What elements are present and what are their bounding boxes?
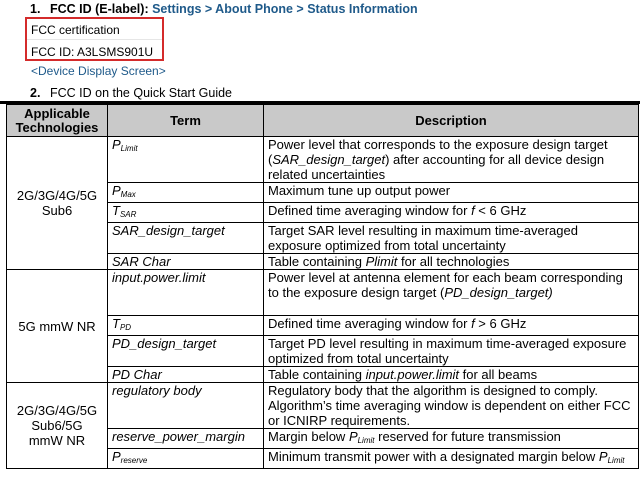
fcc-id-guide-line bbox=[30, 86, 232, 100]
term-cell: PD_design_target bbox=[108, 336, 264, 367]
tech-cell: 5G mmW NR bbox=[7, 270, 108, 383]
table-row bbox=[7, 137, 639, 183]
term-cell: reserve_power_margin bbox=[108, 429, 264, 449]
tech-cell: 2G/3G/4G/5G Sub6 bbox=[7, 137, 108, 270]
term-cell: regulatory body bbox=[108, 383, 264, 429]
term-cell: SAR_design_target bbox=[108, 223, 264, 254]
tech-cell: 2G/3G/4G/5G Sub6/5G mmW NR bbox=[7, 383, 108, 469]
description-cell: Margin below $P_{Limit}$ reserved for future transmission bbox=[264, 429, 639, 449]
description-cell: Regulatory body that the algorithm is designed to comply. Algorithm’s time averaging window is dependent on either FCC or ICNIRP requirements. bbox=[264, 383, 639, 429]
description-cell: Target SAR level resulting in maximum time-averaged exposure optimized from total uncertainty bbox=[264, 223, 639, 254]
screen-title: FCC certification bbox=[31, 23, 120, 37]
settings-path: Settings > About Phone > Status Information bbox=[152, 2, 418, 16]
term-cell: input.power.limit bbox=[108, 270, 264, 316]
fcc-id-elabel-line bbox=[30, 1, 418, 17]
elabel-label: FCC ID (E-label): bbox=[50, 2, 149, 16]
device-display-box bbox=[25, 17, 164, 61]
header-description: Description bbox=[264, 105, 639, 137]
term-cell: PD Char bbox=[108, 367, 264, 383]
screen-fcc-id: FCC ID: A3LSMS901U bbox=[31, 45, 154, 59]
table-row bbox=[7, 270, 639, 316]
description-cell: Defined time averaging window for f > 6 GHz bbox=[264, 316, 639, 336]
description-cell: Table containing Plimit for all technologies bbox=[264, 254, 639, 270]
description-cell: Minimum transmit power with a designated margin below $P_{Limit}$ bbox=[264, 449, 639, 469]
device-display-caption: <Device Display Screen> bbox=[31, 64, 166, 78]
table-header-row bbox=[7, 105, 639, 137]
description-cell: Table containing input.power.limit for all beams bbox=[264, 367, 639, 383]
header-term: Term bbox=[108, 105, 264, 137]
description-cell: Power level at antenna element for each beam corresponding to the exposure design target (PD_design_target) bbox=[264, 270, 639, 316]
term-cell: $P_{Max}$ bbox=[108, 183, 264, 203]
description-cell: Power level that corresponds to the exposure design target (SAR_design_target) after accounting for all device design related uncertainties bbox=[264, 137, 639, 183]
header-applicable-technologies: Applicable Technologies bbox=[7, 105, 108, 137]
description-cell: Defined time averaging window for f < 6 GHz bbox=[264, 203, 639, 223]
item-number: 2. bbox=[30, 86, 41, 100]
term-cell: $P_{Limit}$ bbox=[108, 137, 264, 183]
terms-table bbox=[6, 104, 639, 469]
term-cell: $T_{SAR}$ bbox=[108, 203, 264, 223]
table-row bbox=[7, 383, 639, 429]
term-cell: $P_{reserve}$ bbox=[108, 449, 264, 469]
guide-text: FCC ID on the Quick Start Guide bbox=[50, 86, 233, 100]
term-cell: SAR Char bbox=[108, 254, 264, 270]
item-number: 1. bbox=[30, 2, 41, 16]
term-cell: $T_{PD}$ bbox=[108, 316, 264, 336]
screen-divider bbox=[27, 39, 162, 40]
description-cell: Target PD level resulting in maximum time-averaged exposure optimized from total uncertainty bbox=[264, 336, 639, 367]
description-cell: Maximum tune up output power bbox=[264, 183, 639, 203]
